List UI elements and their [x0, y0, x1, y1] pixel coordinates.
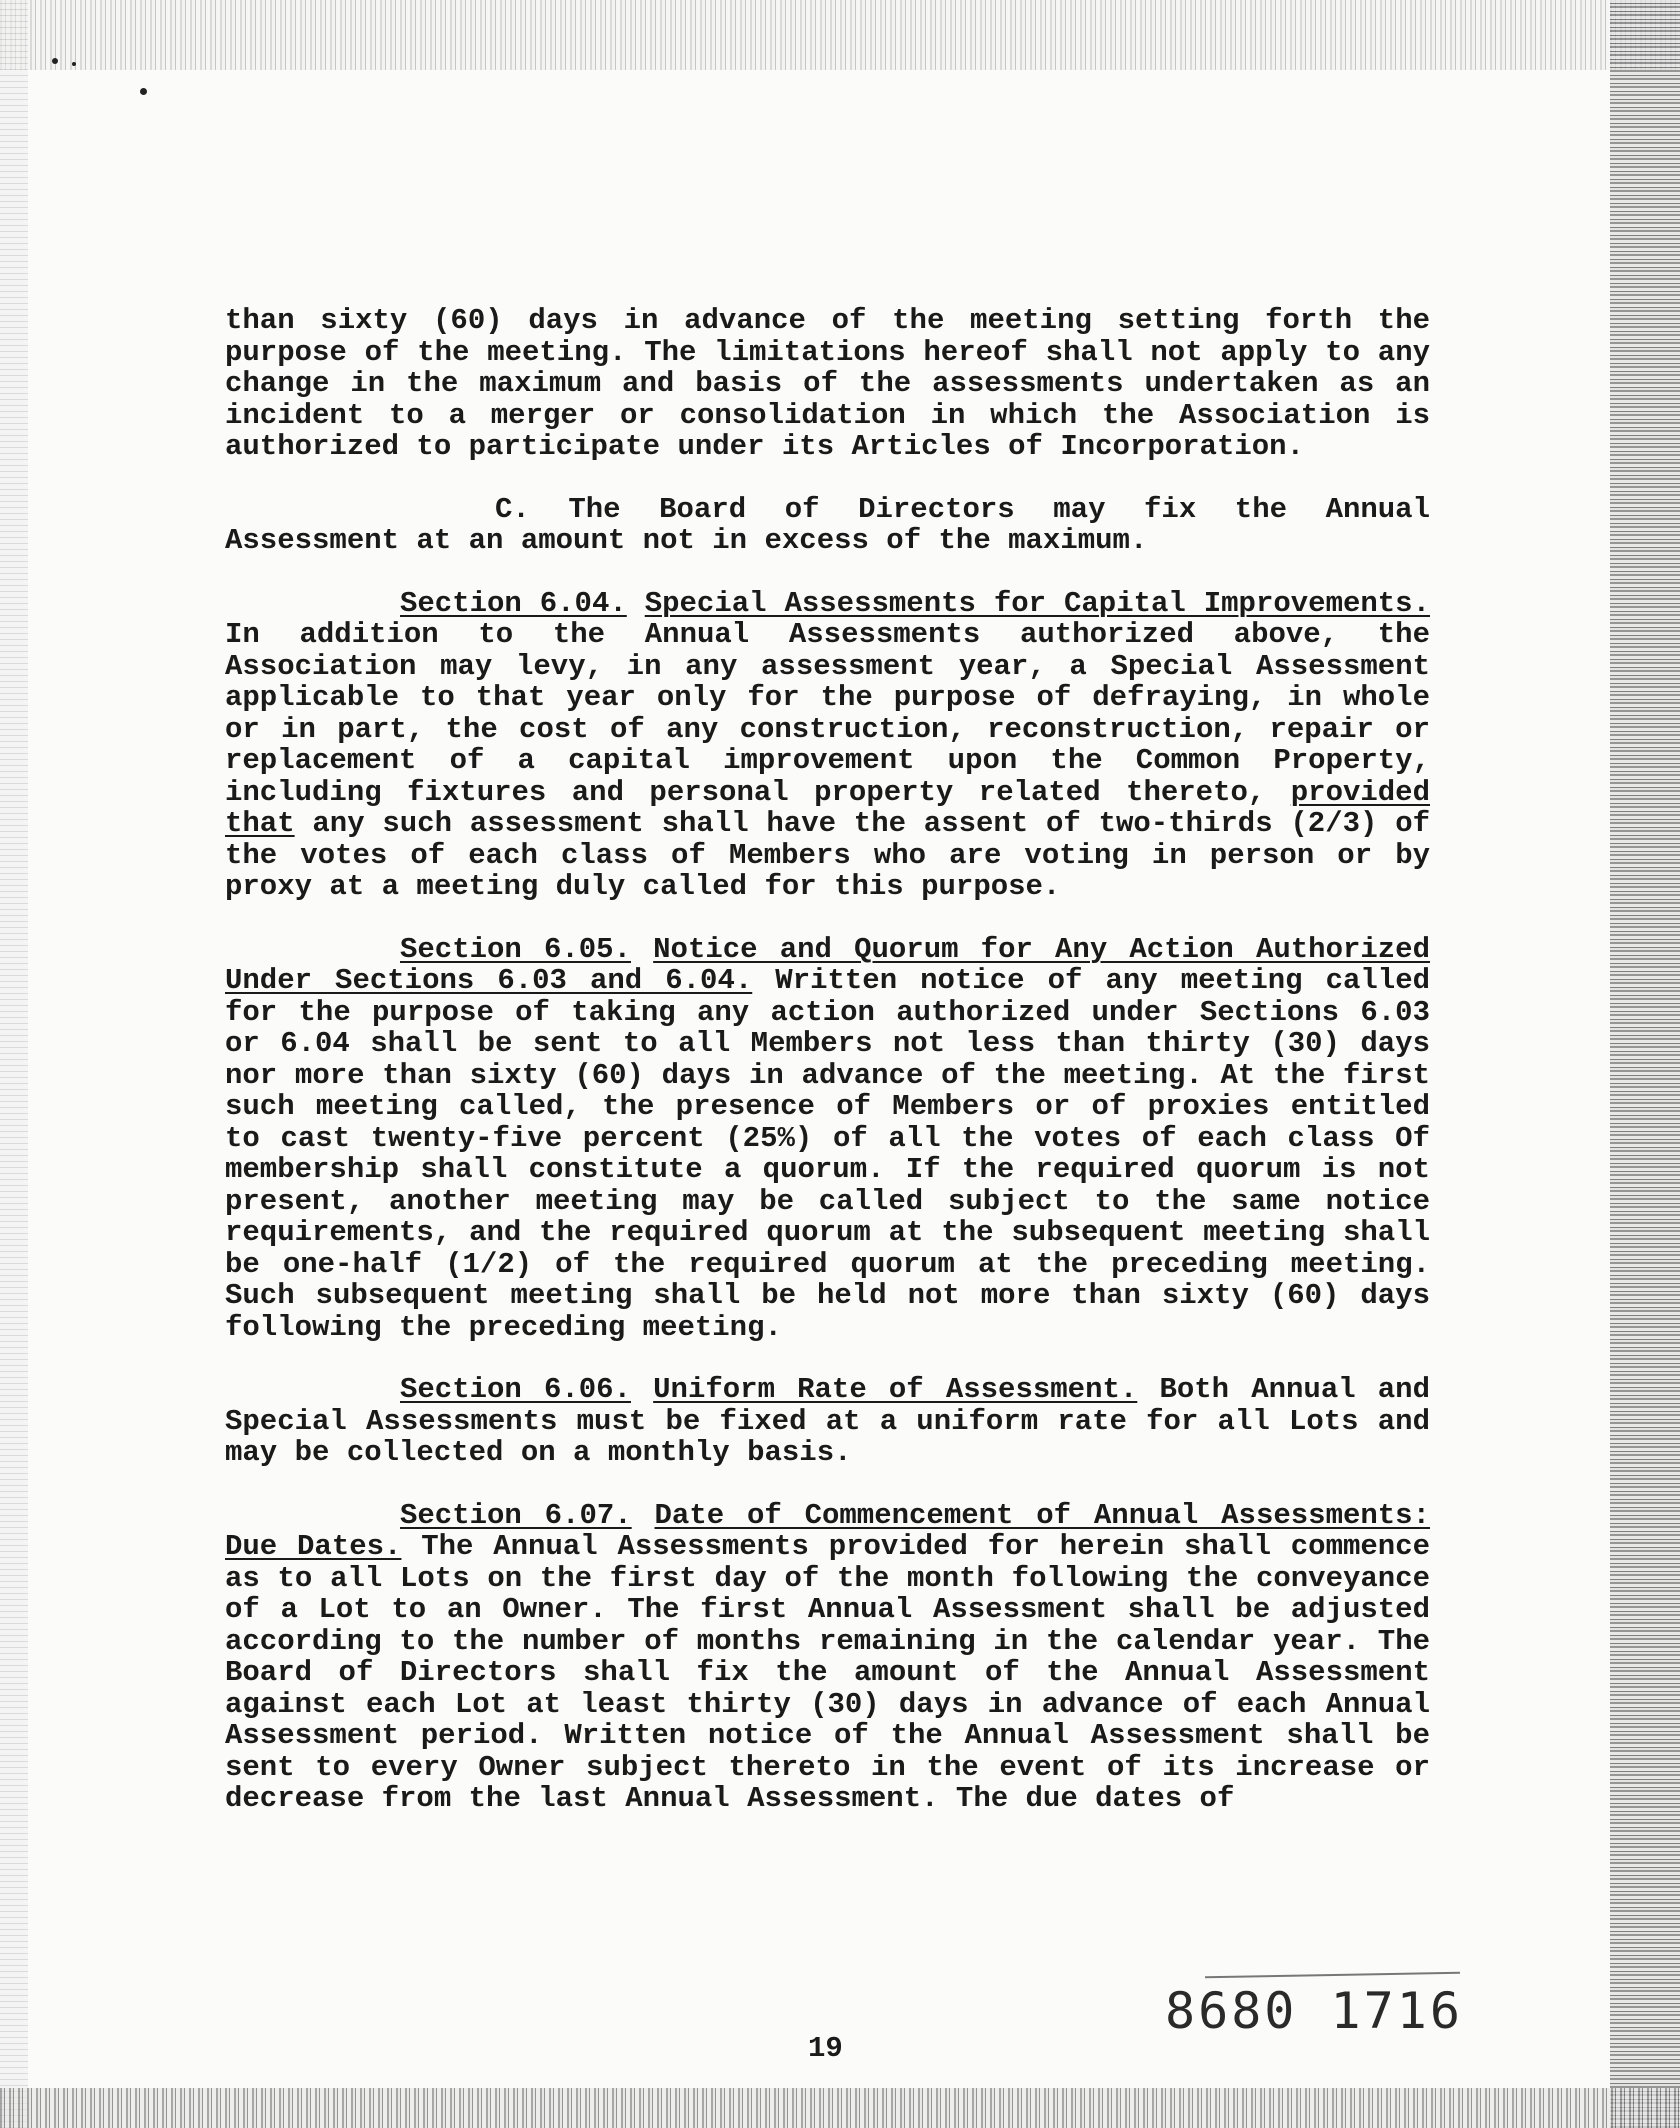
document-body [225, 305, 1430, 1815]
section-title: Notice and Quorum for Any Action Authorized Under Sections 6.03 and 6.04. [225, 932, 1430, 997]
section-label: Section 6.06. [400, 1373, 631, 1406]
section-body: Written notice of any meeting called for the purpose of taking any action authorized under Sections 6.03 or 6.04 shall be sent to all Members not less than thirty (30) days nor more than sixty (60) days in advance of the meeting. At the first such meeting called, the presence of Members or of proxies entitled to cast twenty-five percent (25%) of all the votes of each class Of membership shall constitute a quorum. If the required quorum is not present, another meeting may be called subject to the same notice requirements, and the required quorum at the subsequent meeting shall be one-half (1/2) of the required quorum at the preceding meeting. Such subsequent meeting shall be held not more than sixty (60) days following the preceding meeting. [225, 964, 1430, 1344]
section-6-05 [225, 934, 1430, 1344]
section-6-04 [225, 588, 1430, 903]
section-label: Section 6.04. [400, 586, 627, 620]
section-body: In addition to the Annual Assessments authorized above, the Association may levy, in any assessment year, a Special Assessment applicable to that year only for the purpose of defraying, in whole or in part, the cost of any construction, reconstruction, repair or replacement of a capital improvement upon the Common Property, including fixtures and personal property related thereto, [225, 618, 1430, 809]
recording-stamp-line [1205, 1972, 1460, 1978]
section-title: Special Assessments for Capital Improvements. [644, 586, 1430, 620]
section-label: Section 6.05. [400, 932, 631, 966]
section-6-06 [225, 1374, 1430, 1469]
scan-speck [72, 62, 76, 66]
scan-noise-bottom [0, 2088, 1680, 2128]
section-body: The Annual Assessments provided for herein shall commence as to all Lots on the first day of the month following the conveyance of a Lot to an Owner. The first Annual Assessment shall be adjusted according to the number of months remaining in the calendar year. The Board of Directors shall fix the amount of the Annual Assessment against each Lot at least thirty (30) days in advance of each Annual Assessment period. Written notice of the Annual Assessment shall be sent to every Owner subject thereto in the event of its increase or decrease from the last Annual Assessment. The due dates of [225, 1530, 1430, 1815]
section-body: any such assessment shall have the assent of two-thirds (2/3) of the votes of each class of Members who are voting in person or by proxy at a meeting duly called for this purpose. [225, 807, 1430, 903]
scan-noise-left [0, 0, 28, 2128]
section-title: Uniform Rate of Assessment. [653, 1373, 1138, 1406]
scan-noise-right [1610, 0, 1680, 2128]
section-title: Date of Commencement of Annual Assessments: Due Dates. [225, 1498, 1430, 1563]
section-6-07 [225, 1500, 1430, 1815]
scan-speck [140, 88, 147, 95]
page-number: 19 [808, 2032, 843, 2065]
section-body: Both Annual and Special Assessments must be fixed at a uniform rate for all Lots and may be collected on a monthly basis. [225, 1373, 1430, 1469]
scan-speck [52, 58, 58, 64]
proviso-phrase: provided that [225, 775, 1430, 840]
section-label: Section 6.07. [400, 1498, 632, 1532]
paragraph-c-annual-assessment: C. The Board of Directors may fix the Annual Assessment at an amount not in excess of the maximum. [225, 492, 1430, 557]
paragraph-assessment-limits: than sixty (60) days in advance of the meeting setting forth the purpose of the meeting. The limitations hereof shall not apply to any change in the maximum and basis of the assessments undertaken as an incident to a merger or consolidation in which the Association is authorized to participate under its Articles of Incorporation. [225, 304, 1430, 463]
recording-number: 8680 1716 [1165, 1982, 1463, 2040]
scan-noise-top [0, 0, 1680, 70]
